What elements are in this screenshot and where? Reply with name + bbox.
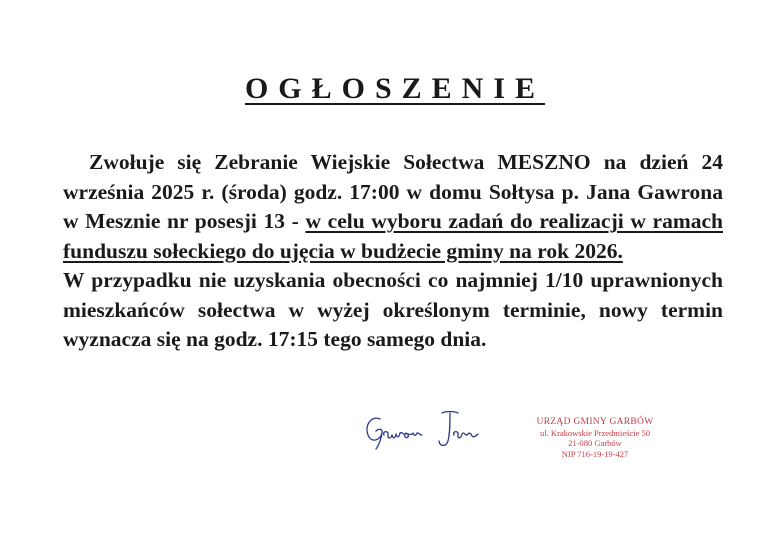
paragraph-quorum-notice: W przypadku nie uzyskania obecności co najmniej 1/10 uprawnionych mieszkańców sołectwa w wyżej określonym terminie, nowy termin wyznacza się na godz. 17:15 tego samego dnia. — [63, 268, 723, 351]
stamp-postal-code: 21-080 Garbów — [568, 438, 622, 448]
paragraph-meeting-details — [63, 148, 723, 266]
stamp-tax-id: NIP 716-19-19-427 — [561, 448, 629, 459]
announcement-title: OGŁOSZENIE — [244, 72, 546, 105]
announcement-body — [63, 148, 723, 355]
meeting-purpose-underlined: w celu wyboru zadań do realizacji w ramach funduszu sołeckiego do ujęcia w budżecie gminy na rok 2026. — [63, 209, 723, 263]
meeting-details-text: Zwołuje się Zebranie Wiejskie Sołectwa MESZNO na dzień 24 września 2025 r. (środa) godz. 17:00 w domu Sołtysa p. Jana Gawrona w Mesznie nr posesji 13 - — [63, 150, 723, 233]
office-stamp — [530, 417, 660, 459]
stamp-office-name: URZĄD GMINY GARBÓW — [536, 417, 654, 427]
handwritten-signature — [362, 405, 492, 453]
stamp-street-address: ul. Krakowskie Przedmieście 50 — [540, 427, 650, 438]
